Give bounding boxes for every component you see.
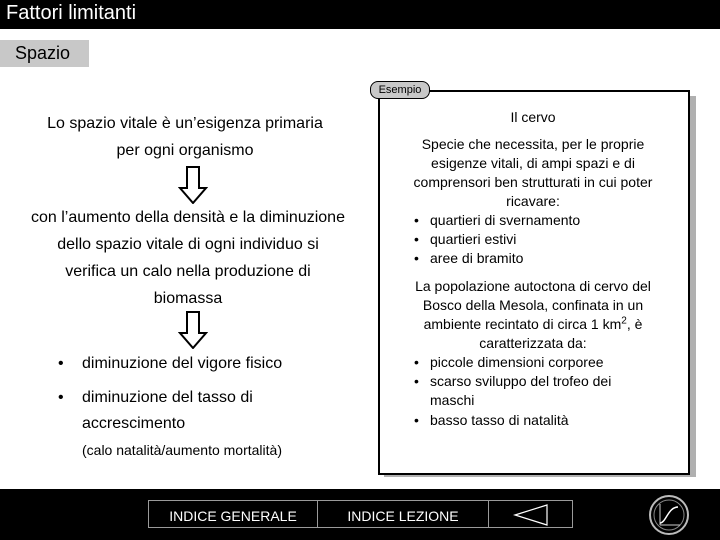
example-paragraph-2 [394, 277, 672, 353]
back-arrow-icon [511, 503, 551, 527]
bullet-item: diminuzione del vigore fisico [82, 355, 283, 372]
list-item: scarso sviluppo del trofeo dei maschi [430, 373, 612, 408]
section-title: Spazio [15, 43, 71, 63]
intro-text: Lo spazio vitale è un’esigenza primaria per ogni organismo [47, 115, 323, 159]
list-item: quartieri di svernamento [430, 212, 581, 228]
density-text: con l’aumento della densità e la diminuzione dello spazio vitale di ogni individuo si verifica un calo nella produzione di biomassa [31, 209, 345, 307]
section-label [0, 40, 89, 67]
back-button[interactable] [488, 500, 573, 528]
bullet-symbol: • [414, 212, 419, 228]
bullet-symbol: • [58, 389, 64, 406]
down-arrow-icon-2 [178, 311, 208, 349]
bullet-item: diminuzione del tasso di accrescimento [82, 389, 253, 432]
down-arrow-icon [178, 166, 208, 204]
bullet-symbol: • [414, 250, 419, 266]
paragraph-2-end: , è caratterizzata da: [479, 316, 643, 351]
superscript-2: 2 [621, 315, 627, 327]
bullet-symbol: • [414, 354, 419, 370]
list-item: quartieri estivi [430, 231, 517, 247]
bullet-note: (calo natalità/aumento mortalità) [82, 442, 282, 458]
list-item: aree di bramito [430, 250, 524, 266]
paragraph-2-text: La popolazione autoctona di cervo del Bosco della Mesola, confinata in un ambiente recintato di circa 1 km [415, 278, 651, 332]
bullet-symbol: • [58, 355, 64, 372]
title-bar [0, 0, 720, 29]
bullet-symbol: • [414, 231, 419, 247]
example-tag: Esempio [370, 81, 430, 99]
index-general-button[interactable]: INDICE GENERALE [148, 500, 318, 528]
bullet-symbol: • [414, 412, 419, 428]
list-item: piccole dimensioni corporee [430, 354, 604, 370]
bullet-symbol: • [414, 373, 419, 389]
example-paragraph-1: Specie che necessita, per le proprie esigenze vitali, di ampi spazi e di comprensori ben strutturati in cui poter ricavare: [413, 136, 653, 209]
logo-icon [648, 494, 690, 536]
example-title: Il cervo [510, 109, 556, 125]
page-title: Fattori limitanti [6, 2, 137, 24]
index-lesson-button[interactable]: INDICE LEZIONE [317, 500, 489, 528]
list-item: basso tasso di natalità [430, 412, 569, 428]
